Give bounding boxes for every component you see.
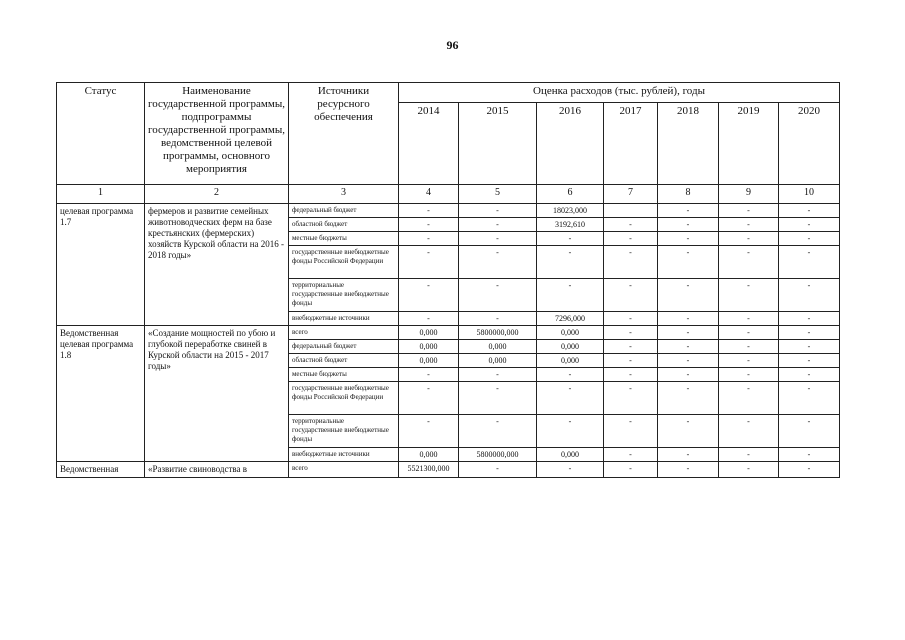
row-value-2014: 5521300,000 xyxy=(399,462,459,478)
row-funding-source: местные бюджеты xyxy=(289,368,399,382)
row-value-2020: - xyxy=(779,462,840,478)
row-value-2017: - xyxy=(604,218,658,232)
row-value-2016: 0,000 xyxy=(537,340,604,354)
row-value-2017: - xyxy=(604,448,658,462)
row-status: целевая программа 1.7 xyxy=(57,204,145,326)
column-number: 8 xyxy=(658,185,719,204)
row-value-2015: - xyxy=(459,415,537,448)
row-value-2020: - xyxy=(779,218,840,232)
row-value-2020: - xyxy=(779,204,840,218)
row-value-2016: 0,000 xyxy=(537,354,604,368)
column-numbers-row xyxy=(57,185,840,204)
table-row xyxy=(57,462,840,478)
row-value-2019: - xyxy=(719,246,779,279)
row-value-2017: - xyxy=(604,279,658,312)
row-value-2014: 0,000 xyxy=(399,448,459,462)
header-row-top xyxy=(57,83,840,103)
row-value-2020: - xyxy=(779,232,840,246)
row-value-2014: - xyxy=(399,415,459,448)
row-value-2017: - xyxy=(604,340,658,354)
row-value-2017: - xyxy=(604,462,658,478)
row-value-2019: - xyxy=(719,462,779,478)
row-value-2019: - xyxy=(719,415,779,448)
row-value-2015: - xyxy=(459,218,537,232)
row-program-name: «Создание мощностей по убою и глубокой переработке свиней в Курской области на 2015 - 2017 годы» xyxy=(145,326,289,462)
row-value-2014: - xyxy=(399,312,459,326)
header-year: 2020 xyxy=(779,103,840,185)
row-value-2015: - xyxy=(459,279,537,312)
row-value-2014: 0,000 xyxy=(399,340,459,354)
row-value-2019: - xyxy=(719,354,779,368)
header-year: 2016 xyxy=(537,103,604,185)
column-number: 3 xyxy=(289,185,399,204)
row-value-2019: - xyxy=(719,218,779,232)
row-program-name: «Развитие свиноводства в xyxy=(145,462,289,478)
table-row xyxy=(57,326,840,340)
row-funding-source: государственные внебюджетные фонды Российской Федерации xyxy=(289,246,399,279)
row-value-2017: - xyxy=(604,415,658,448)
page-number: 96 xyxy=(446,38,459,52)
row-value-2015: - xyxy=(459,382,537,415)
row-value-2020: - xyxy=(779,279,840,312)
row-value-2019: - xyxy=(719,312,779,326)
row-value-2019: - xyxy=(719,448,779,462)
row-value-2014: 0,000 xyxy=(399,326,459,340)
row-value-2014: - xyxy=(399,246,459,279)
header-sources: Источники ресурсного обеспечения xyxy=(289,83,399,185)
row-value-2016: - xyxy=(537,246,604,279)
row-value-2014: - xyxy=(399,279,459,312)
row-value-2020: - xyxy=(779,415,840,448)
row-value-2018: - xyxy=(658,246,719,279)
row-value-2017: - xyxy=(604,354,658,368)
header-name: Наименование государственной программы, подпрограммы государственной программы, ведомственной целевой программы, основного мероприятия xyxy=(145,83,289,185)
row-value-2016: 0,000 xyxy=(537,326,604,340)
row-value-2016: - xyxy=(537,368,604,382)
row-value-2017: - xyxy=(604,382,658,415)
row-value-2015: - xyxy=(459,368,537,382)
row-value-2017: - xyxy=(604,326,658,340)
row-value-2015: - xyxy=(459,312,537,326)
row-value-2016: - xyxy=(537,462,604,478)
row-value-2014: - xyxy=(399,232,459,246)
row-value-2014: 0,000 xyxy=(399,354,459,368)
row-value-2015: 5800000,000 xyxy=(459,326,537,340)
row-value-2018: - xyxy=(658,232,719,246)
column-number: 6 xyxy=(537,185,604,204)
row-value-2015: 5800000,000 xyxy=(459,448,537,462)
header-status: Статус xyxy=(57,83,145,185)
row-value-2014: - xyxy=(399,218,459,232)
row-value-2019: - xyxy=(719,368,779,382)
row-value-2016: - xyxy=(537,415,604,448)
row-value-2020: - xyxy=(779,382,840,415)
row-value-2014: - xyxy=(399,204,459,218)
row-value-2019: - xyxy=(719,340,779,354)
row-funding-source: федеральный бюджет xyxy=(289,204,399,218)
row-value-2020: - xyxy=(779,326,840,340)
row-value-2015: - xyxy=(459,462,537,478)
row-funding-source: федеральный бюджет xyxy=(289,340,399,354)
row-value-2019: - xyxy=(719,279,779,312)
row-value-2018: - xyxy=(658,462,719,478)
row-value-2016: 18023,000 xyxy=(537,204,604,218)
column-number: 7 xyxy=(604,185,658,204)
row-value-2017: - xyxy=(604,246,658,279)
row-funding-source: местные бюджеты xyxy=(289,232,399,246)
row-funding-source: территориальные государственные внебюджетные фонды xyxy=(289,279,399,312)
column-number: 1 xyxy=(57,185,145,204)
row-value-2020: - xyxy=(779,246,840,279)
budget-table xyxy=(56,82,840,478)
row-funding-source: территориальные государственные внебюджетные фонды xyxy=(289,415,399,448)
row-value-2016: 0,000 xyxy=(537,448,604,462)
row-funding-source: областной бюджет xyxy=(289,218,399,232)
row-value-2020: - xyxy=(779,354,840,368)
row-funding-source: государственные внебюджетные фонды Российской Федерации xyxy=(289,382,399,415)
row-value-2018: - xyxy=(658,326,719,340)
row-value-2020: - xyxy=(779,368,840,382)
row-value-2019: - xyxy=(719,326,779,340)
row-value-2017 xyxy=(604,204,658,218)
row-value-2017: - xyxy=(604,232,658,246)
row-value-2018: - xyxy=(658,382,719,415)
header-year: 2018 xyxy=(658,103,719,185)
row-status: Ведомственная целевая программа 1.8 xyxy=(57,326,145,462)
table-row xyxy=(57,204,840,218)
row-value-2018: - xyxy=(658,415,719,448)
row-value-2017: - xyxy=(604,312,658,326)
row-funding-source: всего xyxy=(289,462,399,478)
row-value-2015: - xyxy=(459,246,537,279)
row-value-2014: - xyxy=(399,368,459,382)
row-program-name: фермеров и развитие семейных животноводческих ферм на базе крестьянских (фермерских) хозяйств Курской области на 2016 - 2018 годы» xyxy=(145,204,289,326)
row-value-2019: - xyxy=(719,204,779,218)
row-value-2018: - xyxy=(658,368,719,382)
row-value-2017: - xyxy=(604,368,658,382)
row-value-2015: - xyxy=(459,232,537,246)
row-funding-source: областной бюджет xyxy=(289,354,399,368)
row-value-2018: - xyxy=(658,204,719,218)
header-estimate: Оценка расходов (тыс. рублей), годы xyxy=(399,83,840,103)
row-value-2015: 0,000 xyxy=(459,340,537,354)
row-value-2018: - xyxy=(658,279,719,312)
row-value-2018: - xyxy=(658,218,719,232)
row-value-2020: - xyxy=(779,312,840,326)
row-value-2016: - xyxy=(537,232,604,246)
row-value-2018: - xyxy=(658,354,719,368)
row-value-2018: - xyxy=(658,340,719,354)
row-value-2016: - xyxy=(537,382,604,415)
row-value-2020: - xyxy=(779,448,840,462)
column-number: 9 xyxy=(719,185,779,204)
row-value-2019: - xyxy=(719,232,779,246)
row-value-2014: - xyxy=(399,382,459,415)
column-number: 4 xyxy=(399,185,459,204)
row-funding-source: всего xyxy=(289,326,399,340)
row-value-2016: - xyxy=(537,279,604,312)
header-year: 2019 xyxy=(719,103,779,185)
row-value-2018: - xyxy=(658,312,719,326)
row-value-2015: - xyxy=(459,204,537,218)
row-funding-source: внебюджетные источники xyxy=(289,312,399,326)
row-value-2016: 7296,000 xyxy=(537,312,604,326)
header-year: 2014 xyxy=(399,103,459,185)
row-funding-source: внебюджетные источники xyxy=(289,448,399,462)
row-value-2018: - xyxy=(658,448,719,462)
row-value-2016: 3192,610 xyxy=(537,218,604,232)
row-status: Ведомственная xyxy=(57,462,145,478)
column-number: 5 xyxy=(459,185,537,204)
header-year: 2015 xyxy=(459,103,537,185)
table-body xyxy=(57,204,840,478)
row-value-2020: - xyxy=(779,340,840,354)
column-number: 2 xyxy=(145,185,289,204)
row-value-2019: - xyxy=(719,382,779,415)
column-number: 10 xyxy=(779,185,840,204)
row-value-2015: 0,000 xyxy=(459,354,537,368)
header-year: 2017 xyxy=(604,103,658,185)
